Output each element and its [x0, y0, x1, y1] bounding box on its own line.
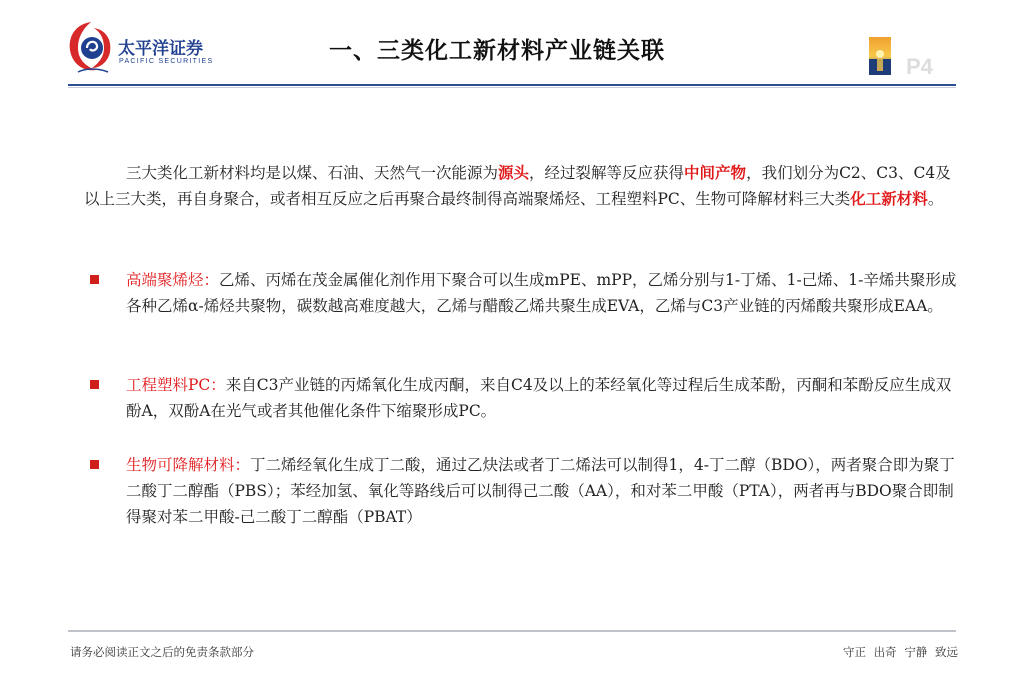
sunrise-ocean-image-icon [869, 37, 891, 75]
logo-english-name: PACIFIC SECURITIES [119, 58, 214, 65]
bullet-body: 丁二烯经氧化生成丁二酸，通过乙炔法或者丁二烯法可以制得1，4-丁二醇（BDO），两者聚合即为聚丁二酸丁二醇酯（PBS）；苯经加氢、氧化等路线后可以制得己二酸（AA），和对苯二甲酸（PTA），两者再与BDO聚合即制得聚对苯二甲酸-己二酸丁二醇酯（PBAT） [126, 456, 955, 526]
header-divider [68, 84, 956, 86]
logo-chinese-name: 太平洋证券 [118, 39, 203, 59]
bullet-text [126, 372, 960, 424]
intro-text-4: 。 [927, 190, 944, 208]
highlight-intermediate: 中间产物 [684, 164, 747, 182]
footer-disclaimer: 请务必阅读正文之后的免责条款部分 [70, 645, 254, 659]
square-bullet-icon [90, 460, 99, 469]
bullet-label: 工程塑料PC： [126, 376, 226, 394]
bullet-body: 乙烯、丙烯在茂金属催化剂作用下聚合可以生成mPE、mPP，乙烯分别与1-丁烯、1-己烯、1-辛烯共聚形成各种乙烯α-烯烃共聚物，碳数越高难度越大，乙烯与醋酸乙烯共聚生成EVA，乙烯与C3产业链的丙烯酸共聚形成EAA。 [126, 271, 957, 315]
bullet-label: 生物可降解材料： [126, 456, 251, 474]
intro-text-3: ，我们划分为C2、C3、C4及以上三大类，再自身聚合，或者相互反应之后再聚合最终制得高端聚烯烃、工程塑料PC、生物可降解材料三大类 [84, 164, 951, 208]
bullet-label: 高端聚烯烃： [126, 271, 220, 289]
square-bullet-icon [90, 380, 99, 389]
highlight-new-materials: 化工新材料 [850, 190, 928, 208]
bullet-body: 来自C3产业链的丙烯氧化生成丙酮，来自C4及以上的苯经氧化等过程后生成苯酚，丙酮和苯酚反应生成双酚A，双酚A在光气或者其他催化条件下缩聚形成PC。 [126, 376, 952, 420]
bullet-text [126, 452, 960, 530]
bullet-text [126, 267, 960, 319]
intro-text-1: 三大类化工新材料均是以煤、石油、天然气一次能源为 [126, 164, 499, 182]
intro-text-2: ，经过裂解等反应获得 [529, 164, 685, 182]
page-title-text: 一、三类化工新材料产业链关联 [329, 38, 665, 64]
intro-paragraph [84, 160, 960, 212]
header-divider-thin [68, 87, 956, 88]
highlight-source: 源头 [498, 164, 530, 182]
footer-slogan: 守正 出奇 宁静 致远 [843, 645, 958, 659]
square-bullet-icon [90, 275, 99, 284]
page-number: P4 [906, 54, 933, 79]
footer-divider [68, 630, 956, 632]
